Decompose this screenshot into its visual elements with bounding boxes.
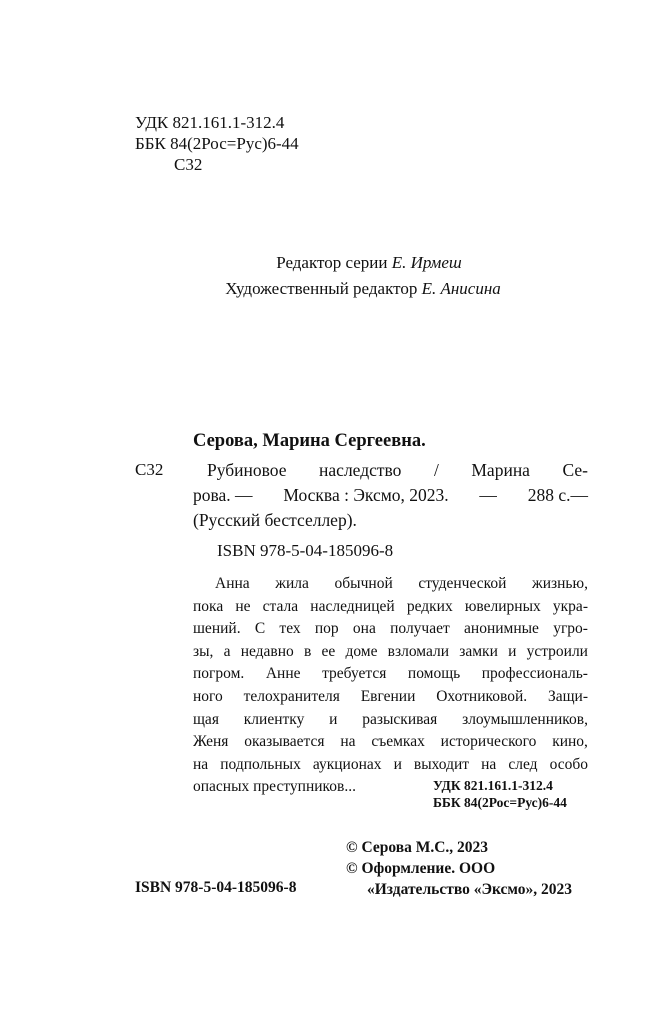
word: рова. — (193, 485, 253, 505)
annotation-word: взломали (387, 642, 450, 660)
annotation-word: доме (345, 642, 378, 660)
annotation-line-last: опасных преступников... (193, 778, 356, 796)
word: Москва : Эксмо, 2023. (283, 485, 449, 505)
classification-bottom (433, 777, 567, 811)
word: 288 с.— (527, 485, 588, 505)
udk-code: УДК 821.161.1-312.4 (135, 113, 285, 132)
annotation-word: редких (406, 597, 453, 615)
annotation-word: съемках (371, 733, 425, 751)
annotation-word: угро- (553, 620, 588, 638)
word: наследство (319, 460, 402, 480)
annotation-word: оказывается (244, 733, 325, 751)
art-editor-name: Е. Анисина (421, 279, 501, 298)
editors-block (0, 250, 662, 302)
annotation-word: телохранителя (243, 687, 340, 705)
annotation-word: особо (549, 755, 588, 773)
annotation-word: кино, (552, 733, 588, 751)
annotation-word: ного (193, 687, 223, 705)
annotation-word: и (508, 642, 517, 660)
annotation-word: в (303, 642, 312, 660)
series-editor-name: Е. Ирмеш (391, 253, 462, 272)
word: Се- (562, 460, 588, 480)
annotation-word: Евгении (360, 687, 416, 705)
series-editor-label: Редактор серии (276, 253, 388, 272)
bibliographic-author: Серова, Марина Сергеевна. (193, 431, 426, 451)
annotation-word: анонимные (464, 620, 539, 638)
annotation-word: зы, (193, 642, 214, 660)
art-editor-label: Художественный редактор (225, 279, 418, 298)
annotation-word: подпольных (220, 755, 301, 773)
annotation-word: Анне (265, 665, 301, 683)
bibliographic-code: С32 (135, 460, 164, 479)
copyright-author: © Серова М.С., 2023 (346, 839, 489, 856)
annotation-word: ее (321, 642, 336, 660)
isbn-main: ISBN 978-5-04-185096-8 (217, 541, 394, 560)
annotation-word: стала (262, 597, 299, 615)
annotation-word: наследницей (310, 597, 395, 615)
annotation-word: и (329, 710, 338, 728)
annotation-line (193, 618, 588, 641)
word: — (479, 485, 497, 505)
annotation-line (193, 641, 588, 664)
copyright-block (346, 837, 572, 900)
word: Рубиновое (207, 460, 287, 480)
annotation-word: и (393, 755, 402, 773)
annotation-word: жизнью, (532, 575, 588, 592)
annotation-word: Защи- (547, 687, 588, 705)
annotation (193, 573, 588, 799)
classification-block (135, 112, 299, 175)
annotation-word: щая (193, 710, 219, 728)
annotation-word: на (481, 755, 497, 773)
annotation-word: аукционах (312, 755, 382, 773)
annotation-word: укра- (552, 597, 588, 615)
annotation-word: помощь (407, 665, 461, 683)
annotation-word: С (254, 620, 266, 638)
annotation-word: не (235, 597, 251, 615)
bibliographic-description (193, 458, 588, 533)
annotation-word: шений. (193, 620, 241, 638)
annotation-word: устроили (526, 642, 588, 660)
annotation-word: обычной (334, 575, 393, 592)
annotation-word: требуется (322, 665, 387, 683)
word: Марина (471, 460, 530, 480)
annotation-word: на (340, 733, 356, 751)
author-code: С32 (174, 155, 203, 174)
annotation-word: недавно (240, 642, 294, 660)
annotation-line (193, 731, 588, 754)
annotation-word: выходит (413, 755, 470, 773)
art-editor-line (0, 276, 662, 302)
annotation-line (193, 709, 588, 732)
annotation-word: замки (459, 642, 498, 660)
bbk-code-bottom: ББК 84(2Рос=Рус)6-44 (433, 795, 567, 810)
annotation-line (193, 686, 588, 709)
annotation-line (193, 663, 588, 686)
annotation-word: а (223, 642, 231, 660)
series-editor-line (0, 250, 662, 276)
annotation-word: студенческой (418, 575, 507, 592)
copyright-design: © Оформление. ООО (346, 860, 496, 877)
annotation-word: на (193, 755, 209, 773)
annotation-line (193, 573, 588, 596)
word: / (433, 460, 439, 480)
annotation-word: исторического (440, 733, 537, 751)
annotation-word: разыскивая (362, 710, 438, 728)
bibliographic-line-3: (Русский бестселлер). (193, 510, 357, 530)
annotation-word: Женя (193, 733, 229, 751)
copyright-publisher: «Издательство «Эксмо», 2023 (367, 881, 573, 898)
annotation-word: пор (314, 620, 339, 638)
annotation-word: жила (275, 575, 309, 592)
annotation-word: ювелирных (464, 597, 541, 615)
annotation-word: она (352, 620, 376, 638)
annotation-word: пока (193, 597, 224, 615)
annotation-line (193, 596, 588, 619)
annotation-word: погром. (193, 665, 245, 683)
annotation-word: Охотниковой. (436, 687, 528, 705)
annotation-word: Анна (215, 575, 250, 592)
annotation-word: получает (390, 620, 450, 638)
isbn-bottom: ISBN 978-5-04-185096-8 (135, 879, 297, 896)
bbk-code: ББК 84(2Рос=Рус)6-44 (135, 134, 299, 153)
annotation-word: профессиональ- (481, 665, 588, 683)
annotation-word: клиентку (243, 710, 305, 728)
annotation-word: тех (279, 620, 301, 638)
bibliographic-line-2 (193, 483, 588, 508)
bibliographic-line-1 (193, 458, 588, 483)
annotation-word: след (508, 755, 538, 773)
udk-code-bottom: УДК 821.161.1-312.4 (433, 778, 553, 793)
annotation-line (193, 754, 588, 777)
annotation-word: злоумышленников, (462, 710, 588, 728)
